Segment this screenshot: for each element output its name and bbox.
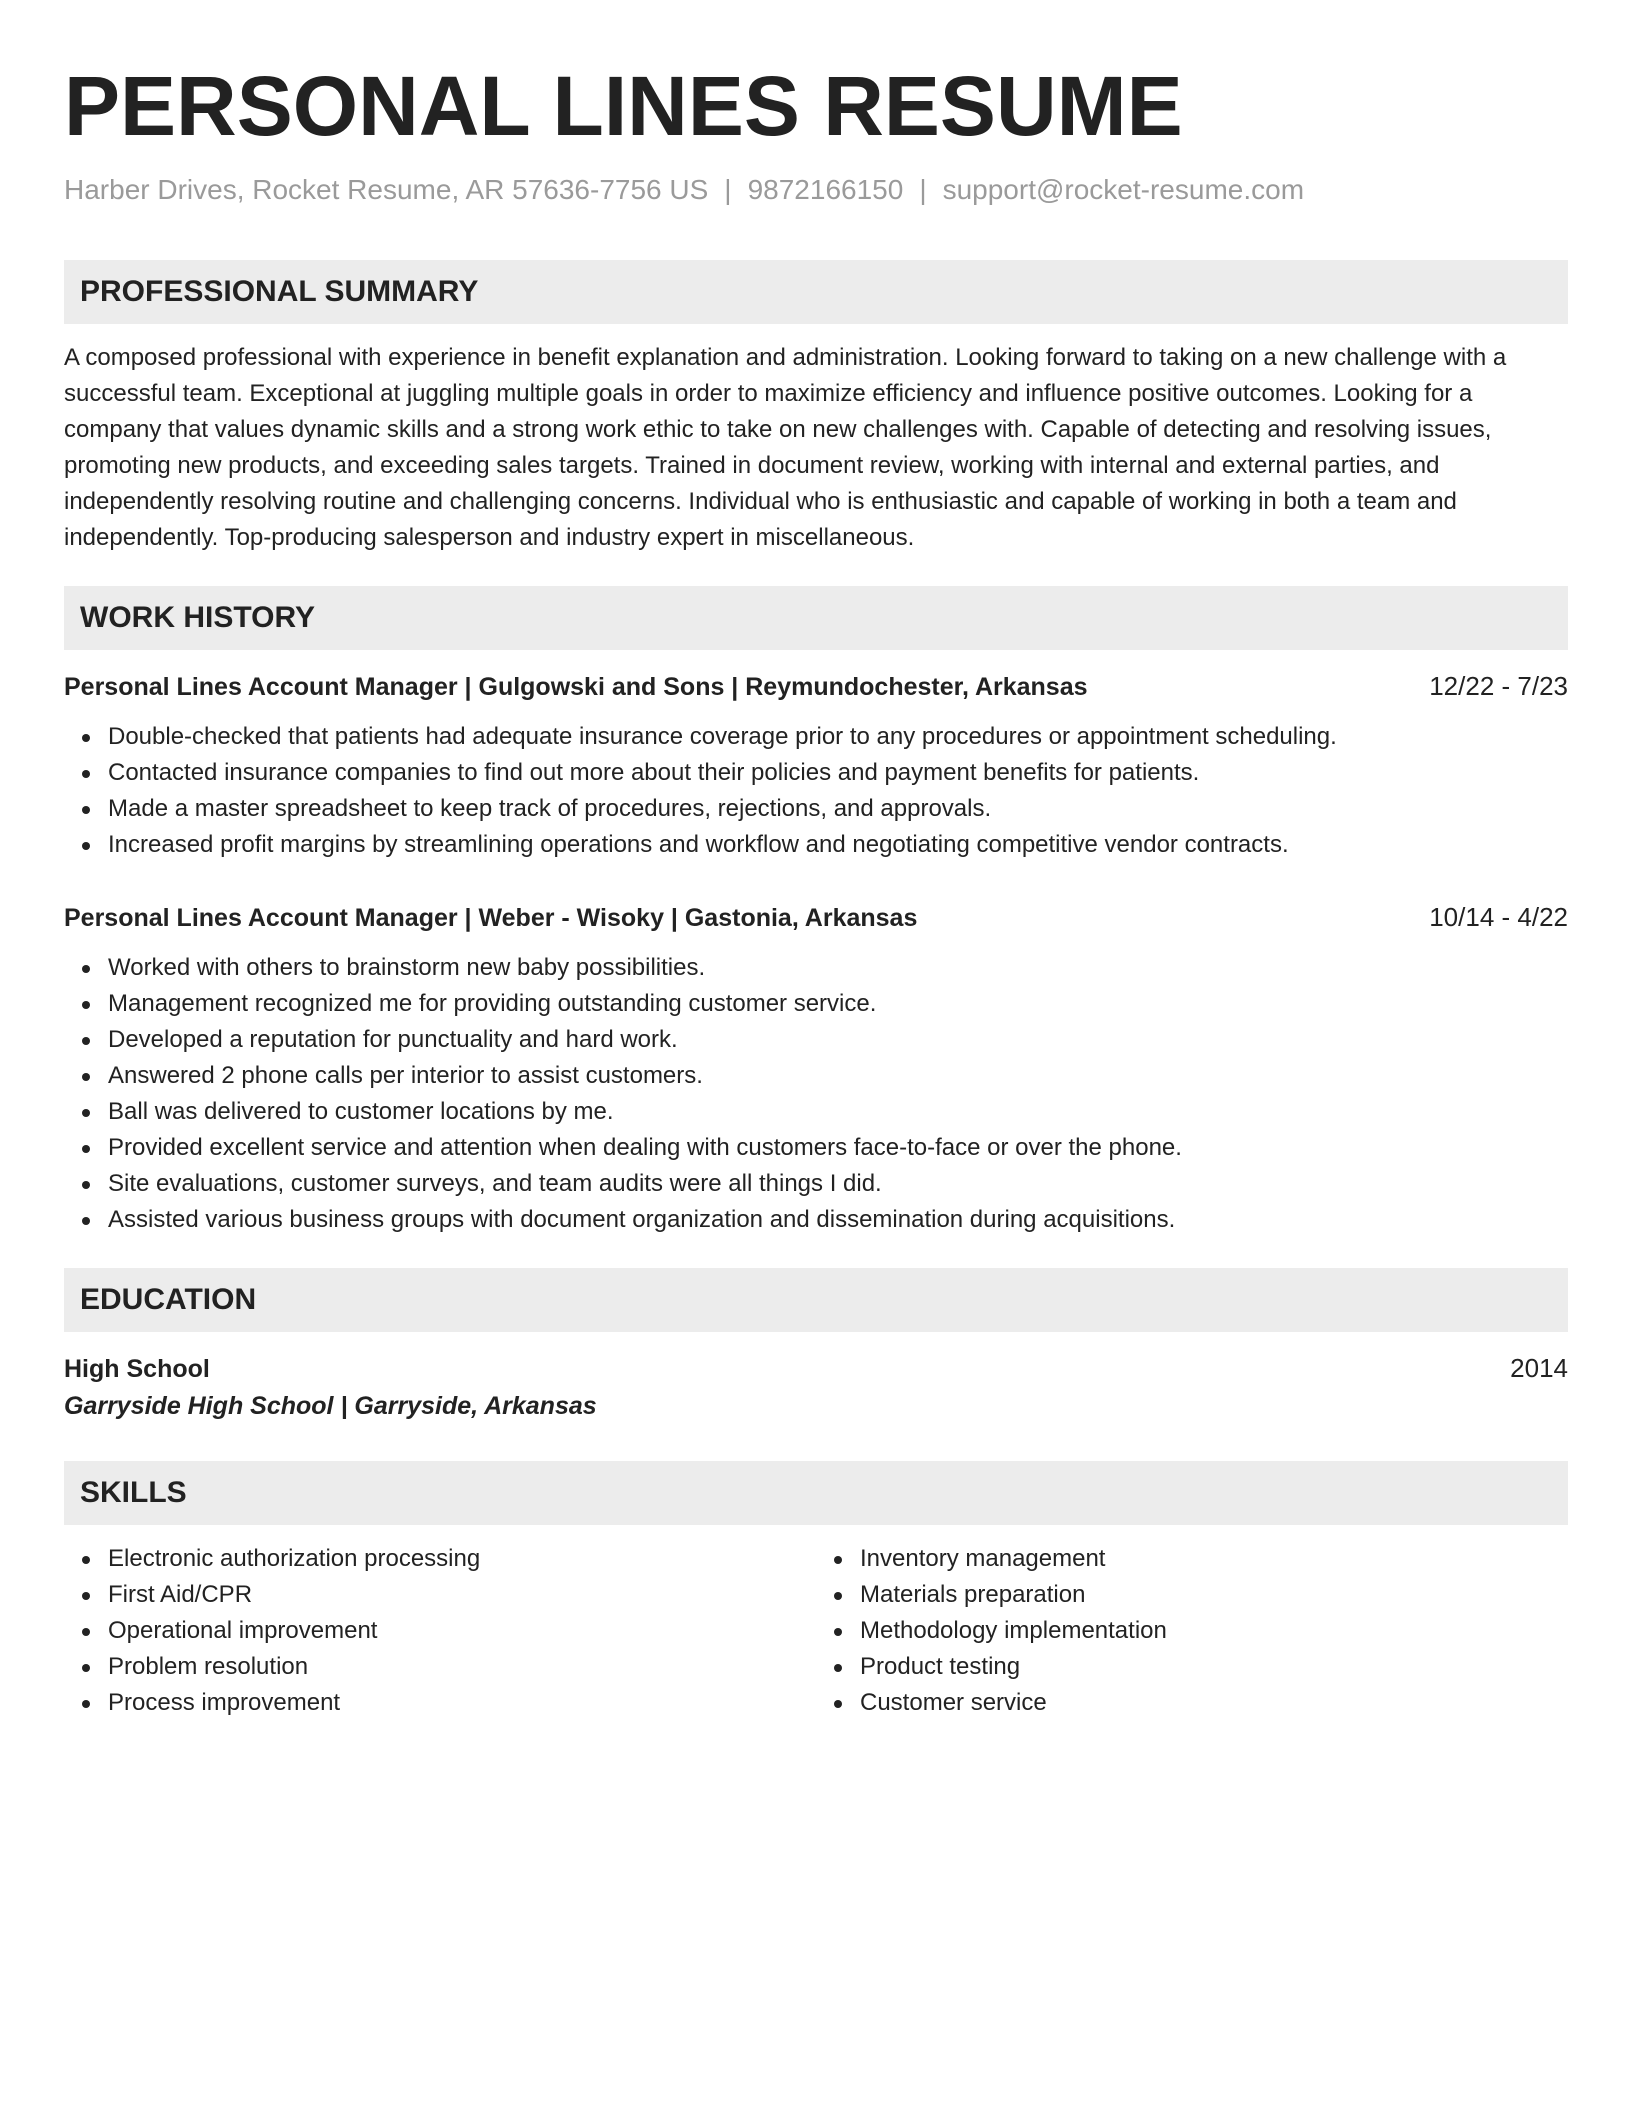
resume-page — [64, 0, 1568, 1721]
skills-list-left — [64, 1541, 816, 1721]
job-entry — [64, 899, 1568, 1238]
job-bullet: Double-checked that patients had adequate insurance coverage prior to any procedures or appointment scheduling. — [108, 719, 1568, 755]
contact-email: support@rocket-resume.com — [942, 174, 1305, 205]
job-bullet: Developed a reputation for punctuality and hard work. — [108, 1022, 1568, 1058]
skill-item: Operational improvement — [108, 1613, 816, 1649]
skill-item: Customer service — [860, 1685, 1568, 1721]
skills-list-right — [816, 1541, 1568, 1721]
education-section-heading: EDUCATION — [64, 1268, 1568, 1332]
contact-address: Harber Drives, Rocket Resume, AR 57636-7756 US — [64, 174, 709, 205]
summary-text: A composed professional with experience in benefit explanation and administration. Looking forward to taking on a new challenge with a successful team. Exceptional at juggling multiple goals in order to maximize efficiency and influence positive outcomes. Looking for a company that values dynamic skills and a strong work ethic to take on new challenges with. Capable of detecting and resolving issues, promoting new products, and exceeding sales targets. Trained in document review, working with internal and external parties, and independently resolving routine and challenging concerns. Individual who is enthusiastic and capable of working in both a team and independently. Top-producing salesperson and industry expert in miscellaneous. — [64, 344, 1507, 551]
skills-columns — [64, 1541, 1568, 1721]
summary-section-heading: PROFESSIONAL SUMMARY — [64, 260, 1568, 324]
job-dates: 12/22 - 7/23 — [1429, 671, 1568, 701]
job-title: Personal Lines Account Manager | Gulgowski and Sons | Reymundochester, Arkansas — [64, 673, 1088, 701]
job-bullet: Site evaluations, customer surveys, and team audits were all things I did. — [108, 1166, 1568, 1202]
skill-item: Process improvement — [108, 1685, 816, 1721]
skill-item: Materials preparation — [860, 1577, 1568, 1613]
contact-separator: | — [919, 174, 927, 205]
contact-separator: | — [724, 174, 732, 205]
contact-phone: 9872166150 — [747, 174, 904, 205]
job-bullet: Management recognized me for providing outstanding customer service. — [108, 986, 1568, 1022]
job-bullet: Assisted various business groups with document organization and dissemination during acquisitions. — [108, 1202, 1568, 1238]
job-dates: 10/14 - 4/22 — [1429, 902, 1568, 932]
contact-line — [64, 172, 1568, 208]
work-history-section-heading: WORK HISTORY — [64, 586, 1568, 650]
job-bullet: Worked with others to brainstorm new baby possibilities. — [108, 950, 1568, 986]
job-entry — [64, 668, 1568, 863]
skill-item: Methodology implementation — [860, 1613, 1568, 1649]
education-school: Garryside High School | Garryside, Arkansas — [64, 1392, 597, 1420]
job-bullet: Increased profit margins by streamlining operations and workflow and negotiating competitive vendor contracts. — [108, 827, 1568, 863]
skill-item: Problem resolution — [108, 1649, 816, 1685]
job-bullet: Answered 2 phone calls per interior to assist customers. — [108, 1058, 1568, 1094]
skills-section-heading: SKILLS — [64, 1461, 1568, 1525]
job-title: Personal Lines Account Manager | Weber - Wisoky | Gastonia, Arkansas — [64, 904, 918, 932]
job-header — [64, 668, 1568, 705]
job-bullet-list — [64, 719, 1568, 863]
education-year: 2014 — [1510, 1353, 1568, 1383]
resume-title: PERSONAL LINES RESUME — [64, 59, 1183, 153]
job-header — [64, 899, 1568, 936]
skill-item: Inventory management — [860, 1541, 1568, 1577]
job-bullet: Contacted insurance companies to find out more about their policies and payment benefits for patients. — [108, 755, 1568, 791]
education-header — [64, 1350, 1568, 1387]
skill-item: Electronic authorization processing — [108, 1541, 816, 1577]
skill-item: Product testing — [860, 1649, 1568, 1685]
education-entry — [64, 1350, 1568, 1425]
education-degree: High School — [64, 1355, 210, 1383]
job-bullet: Made a master spreadsheet to keep track of procedures, rejections, and approvals. — [108, 791, 1568, 827]
job-bullet-list — [64, 950, 1568, 1238]
job-bullet: Provided excellent service and attention when dealing with customers face-to-face or over the phone. — [108, 1130, 1568, 1166]
job-bullet: Ball was delivered to customer locations by me. — [108, 1094, 1568, 1130]
skill-item: First Aid/CPR — [108, 1577, 816, 1613]
